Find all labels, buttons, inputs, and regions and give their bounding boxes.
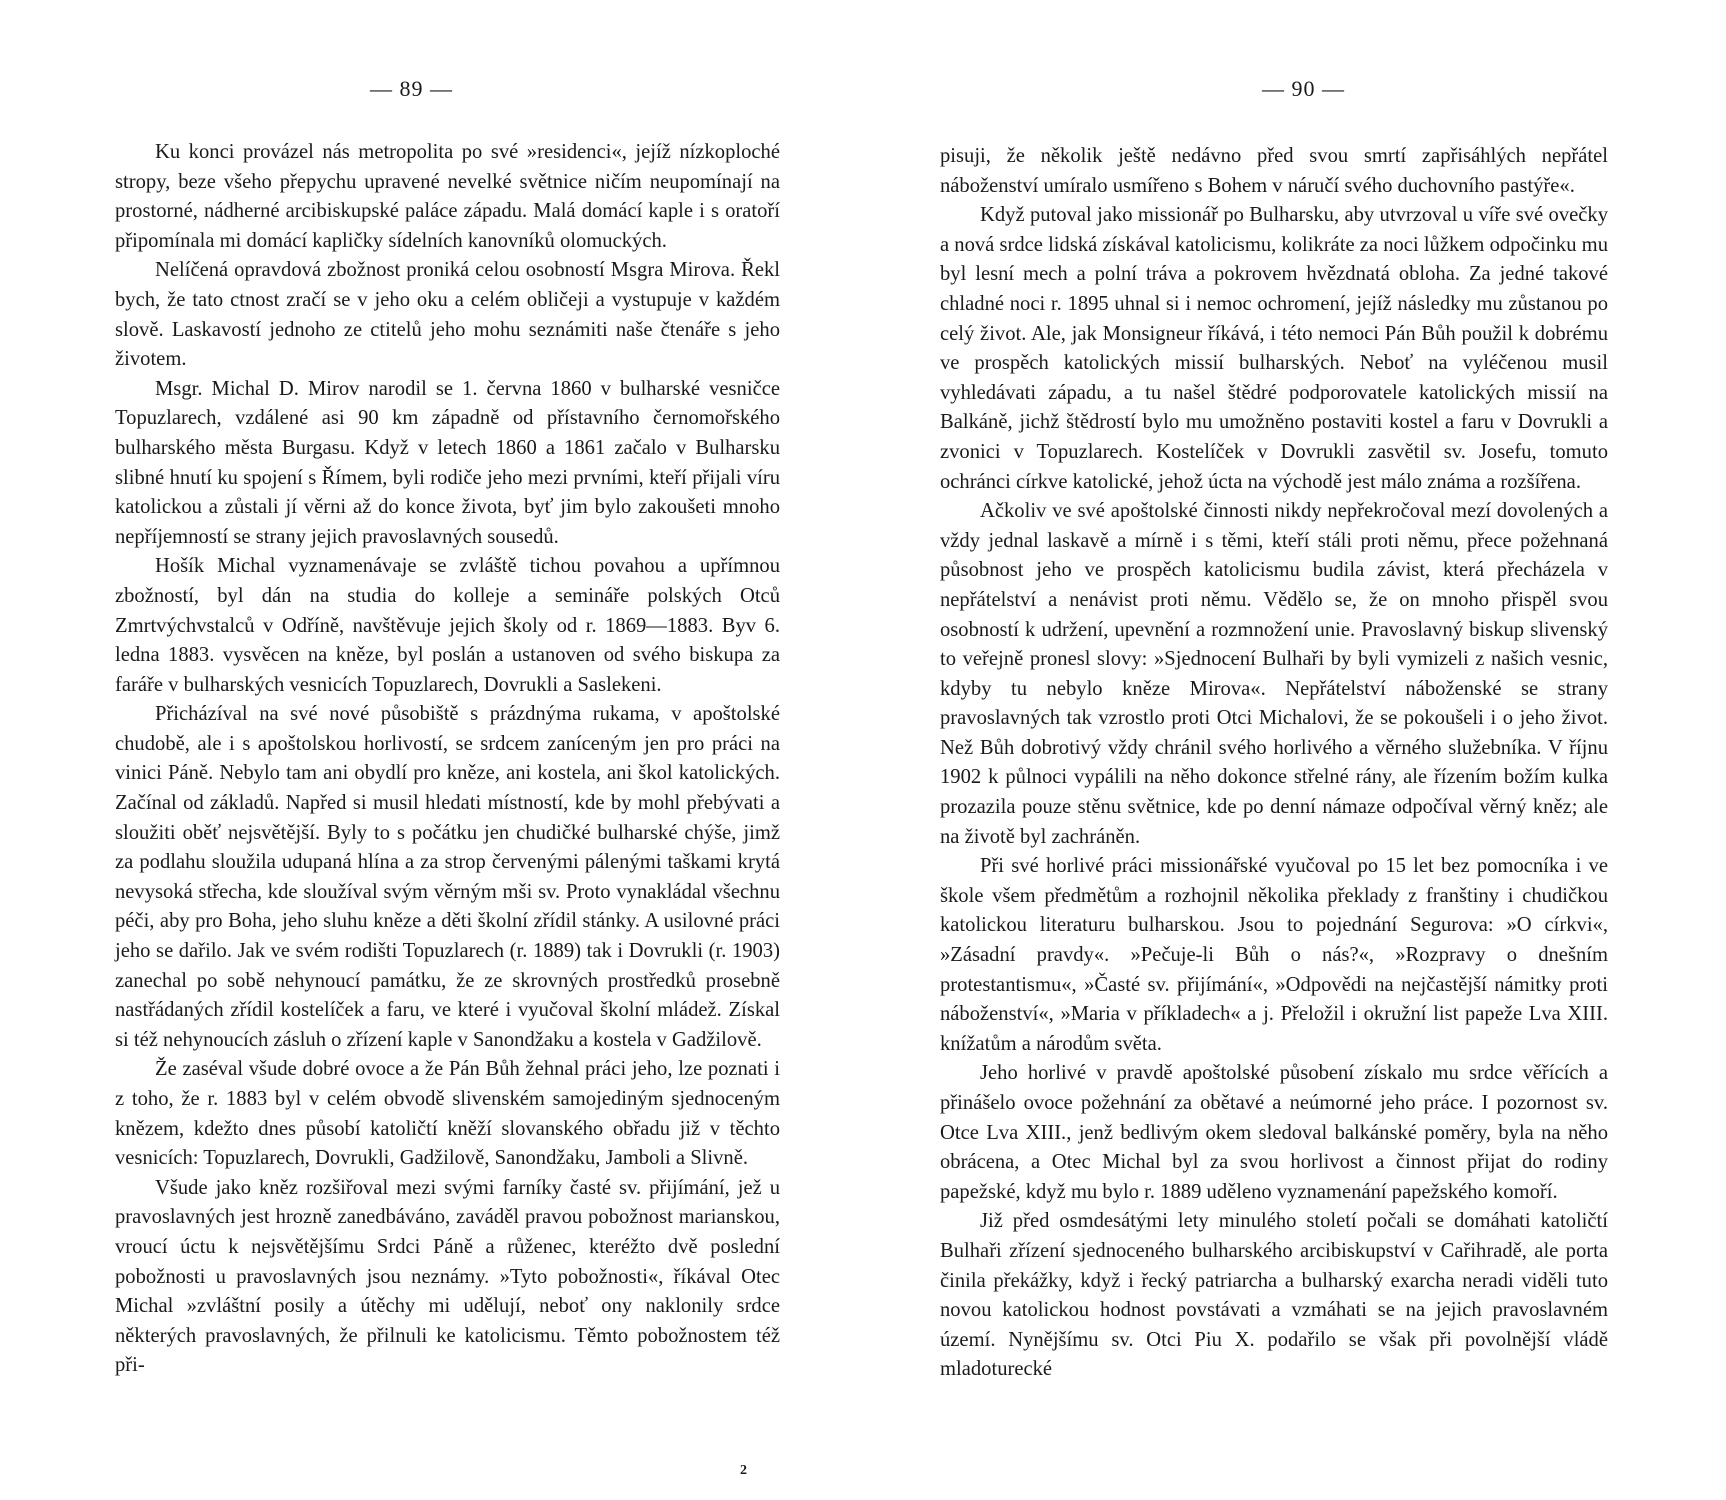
paragraph: Již před osmdesátými lety minulého století počali se domáhati katoličtí Bulhaři zřízení sjednoceného bulharského arcibiskupství v Cařihradě, ale porta činila překážky, když i řecký patriarcha a bulharský exarcha neradi viděli tuto novou katolickou hodnost povstávati a vzmáhati se na jejich pravoslavném území. Nynějšímu sv. Otci Piu X. podařilo se však při povolnější vládě mladoturecké (940, 1210, 1608, 1381)
paragraph: Jeho horlivé v pravdě apoštolské působení získalo mu srdce věřících a přinášelo ovoce požehnání za obětavé a neúmorné jeho práce. I pozornost sv. Otce Lva XIII., jenž bedlivým okem sledoval balkánské poměry, byla na něho obrácena, a Otec Michal byl za svou horlivost a činnost přijat do rodiny papežské, když mu bylo r. 1889 uděleno vyznamenání papežského komoří. (940, 1062, 1608, 1203)
body-text (940, 142, 1608, 1385)
paragraph: Všude jako kněz rozšiřoval mezi svými farníky časté sv. přijímání, jež u pravoslavných jest hrozně zanedbáváno, zaváděl pravou pobožnost marianskou, vroucí úctu k nejsvětějšímu Srdci Páně a růženec, kteréžto dvě poslední pobožnosti u pravoslavných jsou neznámy. »Tyto pobožnosti«, říkával Otec Michal »zvláštní posily a útěchy mi udělují, neboť ony naklonily srdce některých pravoslavných, že přilnuli ke katolicismu. Těmto pobožnostem též při- (115, 1176, 780, 1377)
paragraph: Když putoval jako missionář po Bulharsku, aby utvrzoval u víře své ovečky a nová srdce lidská získával katolicismu, kolikráte za noci lůžkem odpočinku mu byl lesní mech a polní tráva a pokrovem hvězdnatá obloha. Za jedné takové chladné noci r. 1895 uhnal si i nemoc ochromení, jejíž následky mu zůstanou po celý život. Ale, jak Monsigneur říkává, i této nemoci Pán Bůh použil k dobrému ve prospěch katolických missií bulharských. Neboť na vyléčenou musil vyhledávati západu, a tu našel štědré podporovatele katolických missií na Balkáně, jichž štědrostí bylo mu umožněno postaviti kostel a faru v Dovrukli a zvonici v Topuzlarech. Kostelíček v Dovrukli zasvětil sv. Josefu, tomuto ochránci církve katolické, jehož úcta na východě jest málo známa a rozšířena. (940, 204, 1608, 493)
body-text (115, 138, 780, 1381)
paragraph: Nelíčená opravdová zbožnost proniká celou osobností Msgra Mirova. Řekl bych, že tato ctnost zračí se v jeho oku a celém obličeji a vystupuje v každém slově. Laskavostí jednoho ze ctitelů jeho mohu seznámiti naše čtenáře s jeho životem. (115, 259, 780, 371)
paragraph: Msgr. Michal D. Mirov narodil se 1. června 1860 v bulharské vesničce Topuzlarech, vzdálené asi 90 km západně od přístavního černomořského bulharského města Burgasu. Když v letech 1860 a 1861 začalo v Bulharsku slibné hnutí ku spojení s Římem, byli rodiče jeho mezi prvními, kteří přijali víru katolickou a zůstali jí věrni až do konce života, byť jim bylo zakoušeti mnoho nepříjemností se strany jejich pravoslavných sousedů. (115, 377, 780, 548)
paragraph: pisuji, že několik ještě nedávno před svou smrtí zapřisáhlých nepřátel náboženství umíralo usmířeno s Bohem v náručí svého duchovního pastýře«. (940, 145, 1608, 197)
page-number: — 90 — (1262, 76, 1345, 101)
page-number: — 89 — (370, 76, 453, 101)
paragraph: Hošík Michal vyznamenávaje se zvláště tichou povahou a upřímnou zbožností, byl dán na studia do kolleje a semináře polských Otců Zmrtvýchvstalců v Odříně, navštěvuje jejich školy od r. 1869—1883. Byv 6. ledna 1883. vysvěcen na kněze, byl poslán a ustanoven od svého biskupa za faráře v bulharských vesnicích Topuzlarech, Dovrukli a Saslekeni. (115, 555, 780, 696)
left-page (0, 0, 860, 1500)
printer-signature-mark: 2 (740, 1463, 747, 1478)
right-page (860, 0, 1726, 1500)
paragraph: Že zaséval všude dobré ovoce a že Pán Bůh žehnal práci jeho, lze poznati i z toho, že r. 1883 byl v celém obvodě slivenském samojediným sjednoceným knězem, kdežto dnes působí katoličtí kněží slovanského obřadu již v těchto vesnicích: Topuzlarech, Dovrukli, Gadžilově, Sanondžaku, Jamboli a Slivně. (115, 1058, 780, 1170)
paragraph: Ačkoliv ve své apoštolské činnosti nikdy nepřekročoval mezí dovolených a vždy jednal laskavě a mírně i s těmi, kteří stáli proti němu, přece požehnaná působnost jeho ve prospěch katolicismu budila závist, která přecházela v nepřátelství a nenávist proti němu. Vědělo se, že on mnoho přispěl svou osobností k udržení, upevnění a rozmnožení unie. Pravoslavný biskup slivenský to veřejně pronesl slovy: »Sjednocení Bulhaři by byli vymizeli z našich vesnic, kdyby tu nebylo kněze Mirova«. Nepřátelství náboženské se strany pravoslavných tak vzrostlo proti Otci Michalovi, že se pokoušeli i o jeho život. Než Bůh dobrotivý vždy chránil svého horlivého a věrného služebníka. V říjnu 1902 k půlnoci vypálili na něho dokonce střelné rány, ale řízením božím kulka prozazila pouze stěnu světnice, kde po denní námaze odpočíval věrný kněz; ale na životě byl zachráněn. (940, 500, 1608, 848)
paragraph: Přicházíval na své nové působiště s prázdnýma rukama, v apoštolské chudobě, ale i s apoštolskou horlivostí, se srdcem zaníceným jen pro práci na vinici Páně. Nebylo tam ani obydlí pro kněze, ani kostela, ani škol katolických. Začínal od základů. Napřed si musil hledati místností, kde by mohl přebývati a sloužiti oběť nejsvětější. Byly to s počátku jen chudičké bulharské chýše, jimž za podlahu sloužila udupaná hlína a za strop červenými pálenými taškami krytá nevysoká střecha, kde sloužíval svým věrným mši sv. Proto vynakládal všechnu péči, aby pro Boha, jeho sluhu kněze a děti školní zřídil stánky. A usilovné práci jeho se dařilo. Jak ve svém rodišti Topuzlarech (r. 1889) tak i Dovrukli (r. 1903) zanechal po sobě nehynoucí památku, že ze skrovných prostředků prosebně nastřádaných zřídil kostelíček a faru, ve které i vyučoval školní mládež. Získal si též nehynoucích zásluh o zřízení kaple v Sanondžaku a kostela v Gadžilově. (115, 703, 780, 1051)
paragraph: Při své horlivé práci missionářské vyučoval po 15 let bez pomocníka i ve škole všem předmětům a rozhojnil několika překlady z franštiny i chudičkou katolickou literaturu bulharskou. Jsou to pojednání Segurova: »O církvi«, »Zásadní pravdy«. »Pečuje-li Bůh o nás?«, »Rozpravy o dnešním protestantismu«, »Časté sv. přijímání«, »Odpovědi na nejčastější námitky proti náboženství«, »Maria v příkladech« a j. Přeložil i okružní list papeže Lva XIII. knížatům a národům světa. (940, 855, 1608, 1055)
paragraph: Ku konci provázel nás metropolita po své »residenci«, jejíž nízkoploché stropy, beze všeho přepychu upravené nevelké světnice ničím neupomínají na prostorné, nádherné arcibiskupské paláce západu. Malá domácí kaple i s oratoří připomínala mi domácí kapličky sídelních kanovníků olomuckých. (115, 141, 780, 252)
